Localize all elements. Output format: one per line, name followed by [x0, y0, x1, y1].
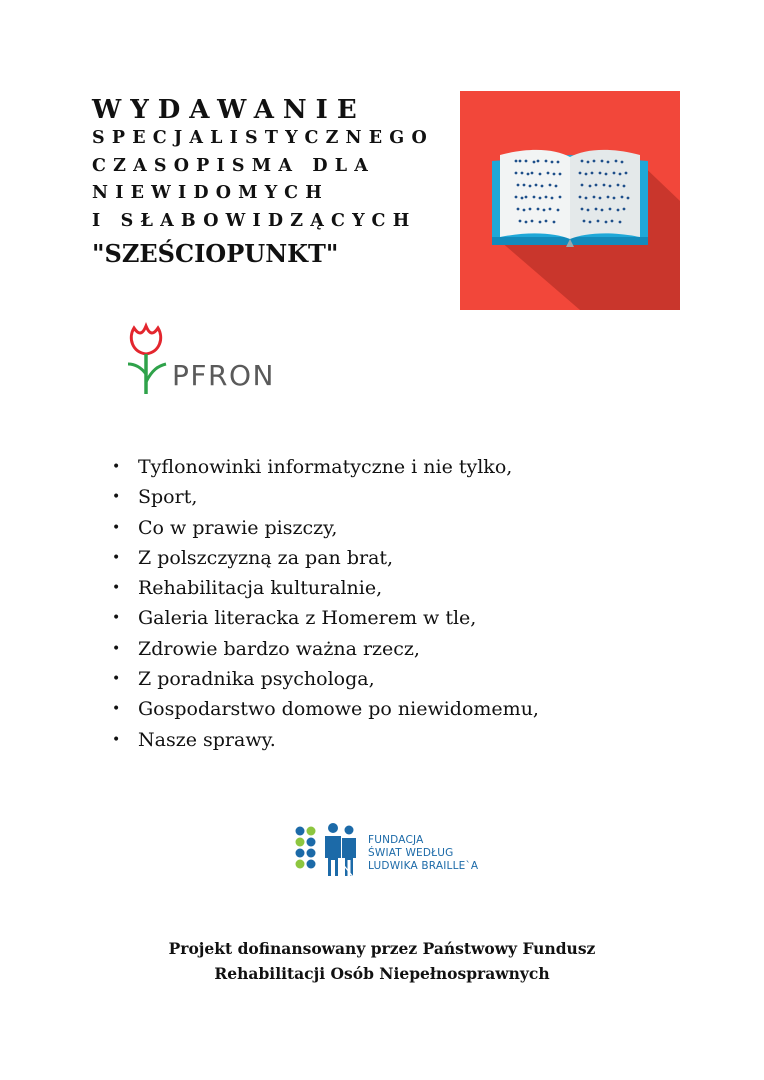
list-item [112, 603, 539, 633]
list-item [112, 573, 539, 603]
foundation-logo [294, 822, 484, 880]
list-item [112, 482, 539, 512]
funding-note-line-1: Projekt dofinansowany przez Państwowy Fundusz [168, 939, 596, 958]
list-item-text: Tyflonowinki informatyczne i nie tylko, [138, 456, 513, 478]
list-item-text: Gospodarstwo domowe po niewidomemu, [138, 698, 539, 721]
bullet: • [112, 580, 121, 597]
list-item [112, 452, 539, 482]
bullet: • [112, 459, 121, 475]
list-item [112, 513, 539, 543]
list-item [112, 664, 539, 694]
bullet: • [112, 671, 121, 688]
foundation-line-2: ŚWIAT WEDŁUG [368, 847, 454, 859]
braille-book-icon [460, 91, 680, 310]
foundation-emblem-icon [294, 822, 364, 880]
bullet: • [112, 640, 121, 657]
magazine-name: "SZEŚCIOPUNKT" [92, 239, 339, 268]
bullet: • [112, 519, 121, 536]
list-item [112, 725, 539, 755]
title-line-3: CZASOPISMA DLA [92, 155, 376, 176]
bullet: • [112, 701, 121, 718]
foundation-line-3: LUDWIKA BRAILLE`A [368, 860, 479, 872]
braille-book-illustration [460, 91, 680, 310]
foundation-line-1: FUNDACJA [368, 834, 424, 846]
funding-note [0, 936, 764, 986]
foundation-logo-text [368, 834, 478, 873]
title-line-5: I SŁABOWIDZĄCYCH [92, 210, 417, 231]
title-line-2: SPECJALISTYCZNEGO [92, 128, 434, 148]
funding-note-line-2: Rehabilitacji Osób Niepełnosprawnych [214, 964, 550, 983]
list-item [112, 694, 539, 724]
list-item-text: Rehabilitacja kulturalnie, [138, 577, 383, 600]
list-item-text: Nasze sprawy. [138, 728, 276, 751]
list-item-text: Co w prawie piszczy, [138, 516, 338, 539]
list-item-text: Z polszczyzną za pan brat, [138, 546, 394, 569]
tulip-icon [124, 320, 170, 398]
pfron-logo-text: PFRON [172, 359, 275, 392]
topics-list [112, 452, 539, 755]
list-item-text: Sport, [138, 486, 198, 509]
title-line-1: WYDAWANIE [92, 95, 366, 125]
bullet: • [112, 489, 121, 506]
list-item [112, 543, 539, 573]
list-item [112, 634, 539, 664]
title-line-4: NIEWIDOMYCH [92, 183, 329, 203]
bullet: • [112, 549, 121, 566]
document-title [92, 95, 434, 271]
bullet: • [112, 610, 121, 627]
list-item-text: Z poradnika psychologa, [138, 668, 375, 691]
list-item-text: Zdrowie bardzo ważna rzecz, [138, 637, 420, 660]
pfron-logo [124, 320, 294, 398]
bullet: • [112, 731, 121, 748]
list-item-text: Galeria literacka z Homerem w tle, [138, 607, 477, 630]
